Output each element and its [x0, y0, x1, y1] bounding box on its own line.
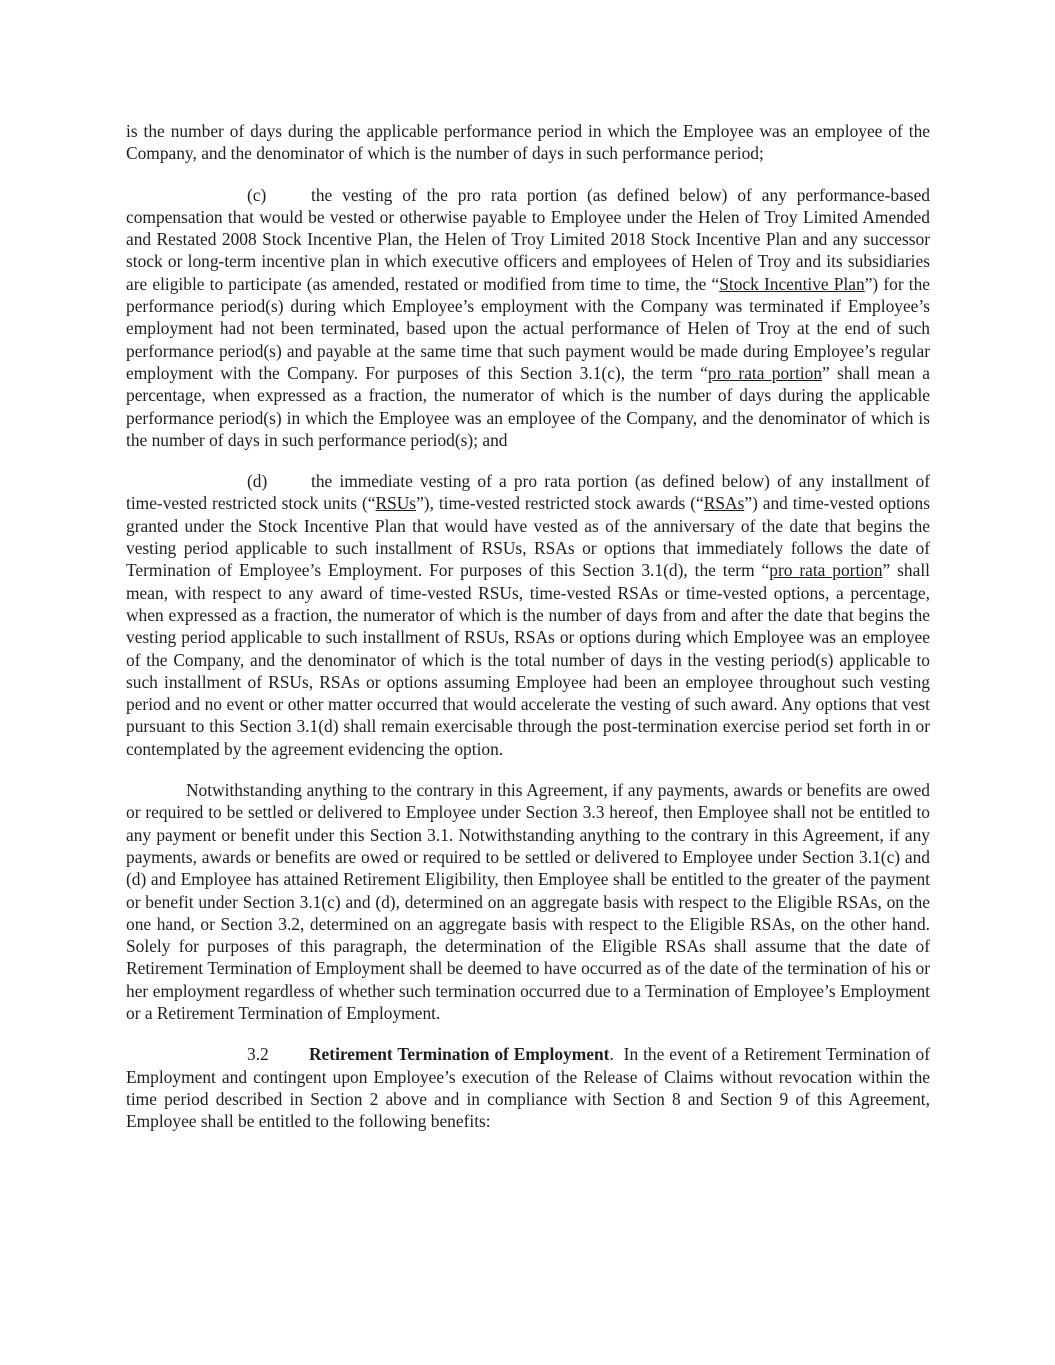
section-heading: Retirement Termination of Employment	[309, 1044, 610, 1065]
clause-label: (c)	[247, 184, 267, 205]
clause-3-1-c: (c) the vesting of the pro rata portion (as defined below) of any performance-based compensation that would be vested or otherwise payable to Employee under the Helen of Troy Limited Amended and Restated 2008 Stock Incentive Plan, the Helen of Troy Limited 2018 Stock Incentive Plan and any successor stock or long-term incentive plan in which executive officers and employees of Helen of Troy and its subsidiaries are eligible to participate (as amended, restated or modified from time to time, the “Stock Incentive Plan”) for the performance period(s) during which Employee’s employment with the Company was terminated if Employee’s employment had not been terminated, based upon the actual performance of Helen of Troy at the end of such performance period(s) and payable at the same time that such payment would be made during Employee’s regular employment with the Company. For purposes of this Section 3.1(c), the term “pro rata portion” shall mean a percentage, when expressed as a fraction, the numerator of which is the number of days during the applicable performance period(s) in which the Employee was an employee of the Company, and the denominator of which is the number of days in such performance period(s); and	[126, 184, 930, 450]
defined-term-pro-rata-portion: pro rata portion	[707, 362, 823, 383]
paragraph-notwithstanding: Notwithstanding anything to the contrary in this Agreement, if any payments, awards or benefits are owed or required to be settled or delivered to Employee under Section 3.3 hereof, then Employee shall not be entitled to any payment or benefit under this Section 3.1. Notwithstanding anything to the contrary in this Agreement, if any payments, awards or benefits are owed or required to be settled or delivered to Employee under Section 3.1(c) and (d) and Employee has attained Retirement Eligibility, then Employee shall be entitled to the greater of the payment or benefit under Section 3.1(c) and (d), determined on an aggregate basis with respect to the Eligible RSAs, on the one hand, or Section 3.2, determined on an aggregate basis with respect to the Eligible RSAs, on the other hand. Solely for purposes of this paragraph, the determination of the Eligible RSAs shall assume that the date of Retirement Termination of Employment shall be deemed to have occurred as of the date of the termination of his or her employment regardless of whether such termination occurred due to a Termination of Employee’s Employment or a Retirement Termination of Employment.	[126, 780, 930, 1023]
clause-3-1-d: (d) the immediate vesting of a pro rata portion (as defined below) of any installment of time-vested restricted stock units (“RSUs”), time-vested restricted stock awards (“RSAs”) and time-vested options granted under the Stock Incentive Plan that would have vested as of the anniversary of the date that begins the vesting period applicable to such installment of RSUs, RSAs or options that immediately follows the date of Termination of Employee’s Employment. For purposes of this Section 3.1(d), the term “pro rata portion” shall mean, with respect to any award of time-vested RSUs, time-vested RSAs or time-vested options, a percentage, when expressed as a fraction, the numerator of which is the number of days from and after the date that begins the vesting period applicable to such installment of RSUs, RSAs or options during which Employee was an employee of the Company, and the denominator of which is the total number of days in the vesting period(s) applicable to such installment of RSUs, RSAs or options assuming Employee had been an employee throughout such vesting period and no event or other matter occurred that would accelerate the vesting of such award. Any options that vest pursuant to this Section 3.1(d) shall remain exercisable through the post-termination exercise period set forth in or contemplated by the agreement evidencing the option.	[126, 471, 930, 759]
section-3-2: 3.2 Retirement Termination of Employment. In the event of a Retirement Termination of Employment and contingent upon Employee’s execution of the Release of Claims without revocation within the time period described in Section 2 above and in compliance with Section 8 and Section 9 of this Agreement, Employee shall be entitled to the following benefits:	[126, 1044, 930, 1132]
paragraph-intro: is the number of days during the applicable performance period in which the Employee was an employee of the Company, and the denominator of which is the number of days in such performance period;	[126, 121, 930, 164]
section-body: In the event of a Retirement Termination of Employment and contingent upon Employee’s execution of the Release of Claims without revocation within the time period described in Section 2 above and in compliance with Section 8 and Section 9 of this Agreement, Employee shall be entitled to the following benefits:	[126, 1044, 930, 1132]
document-page	[126, 120, 930, 1151]
section-number: 3.2	[247, 1044, 269, 1065]
defined-term-pro-rata-portion: pro rata portion	[769, 560, 883, 581]
defined-term-stock-incentive-plan: Stock Incentive Plan	[719, 273, 865, 294]
clause-label: (d)	[247, 471, 268, 492]
defined-term-rsas: RSAs	[703, 493, 745, 514]
defined-term-rsus: RSUs	[375, 493, 417, 514]
